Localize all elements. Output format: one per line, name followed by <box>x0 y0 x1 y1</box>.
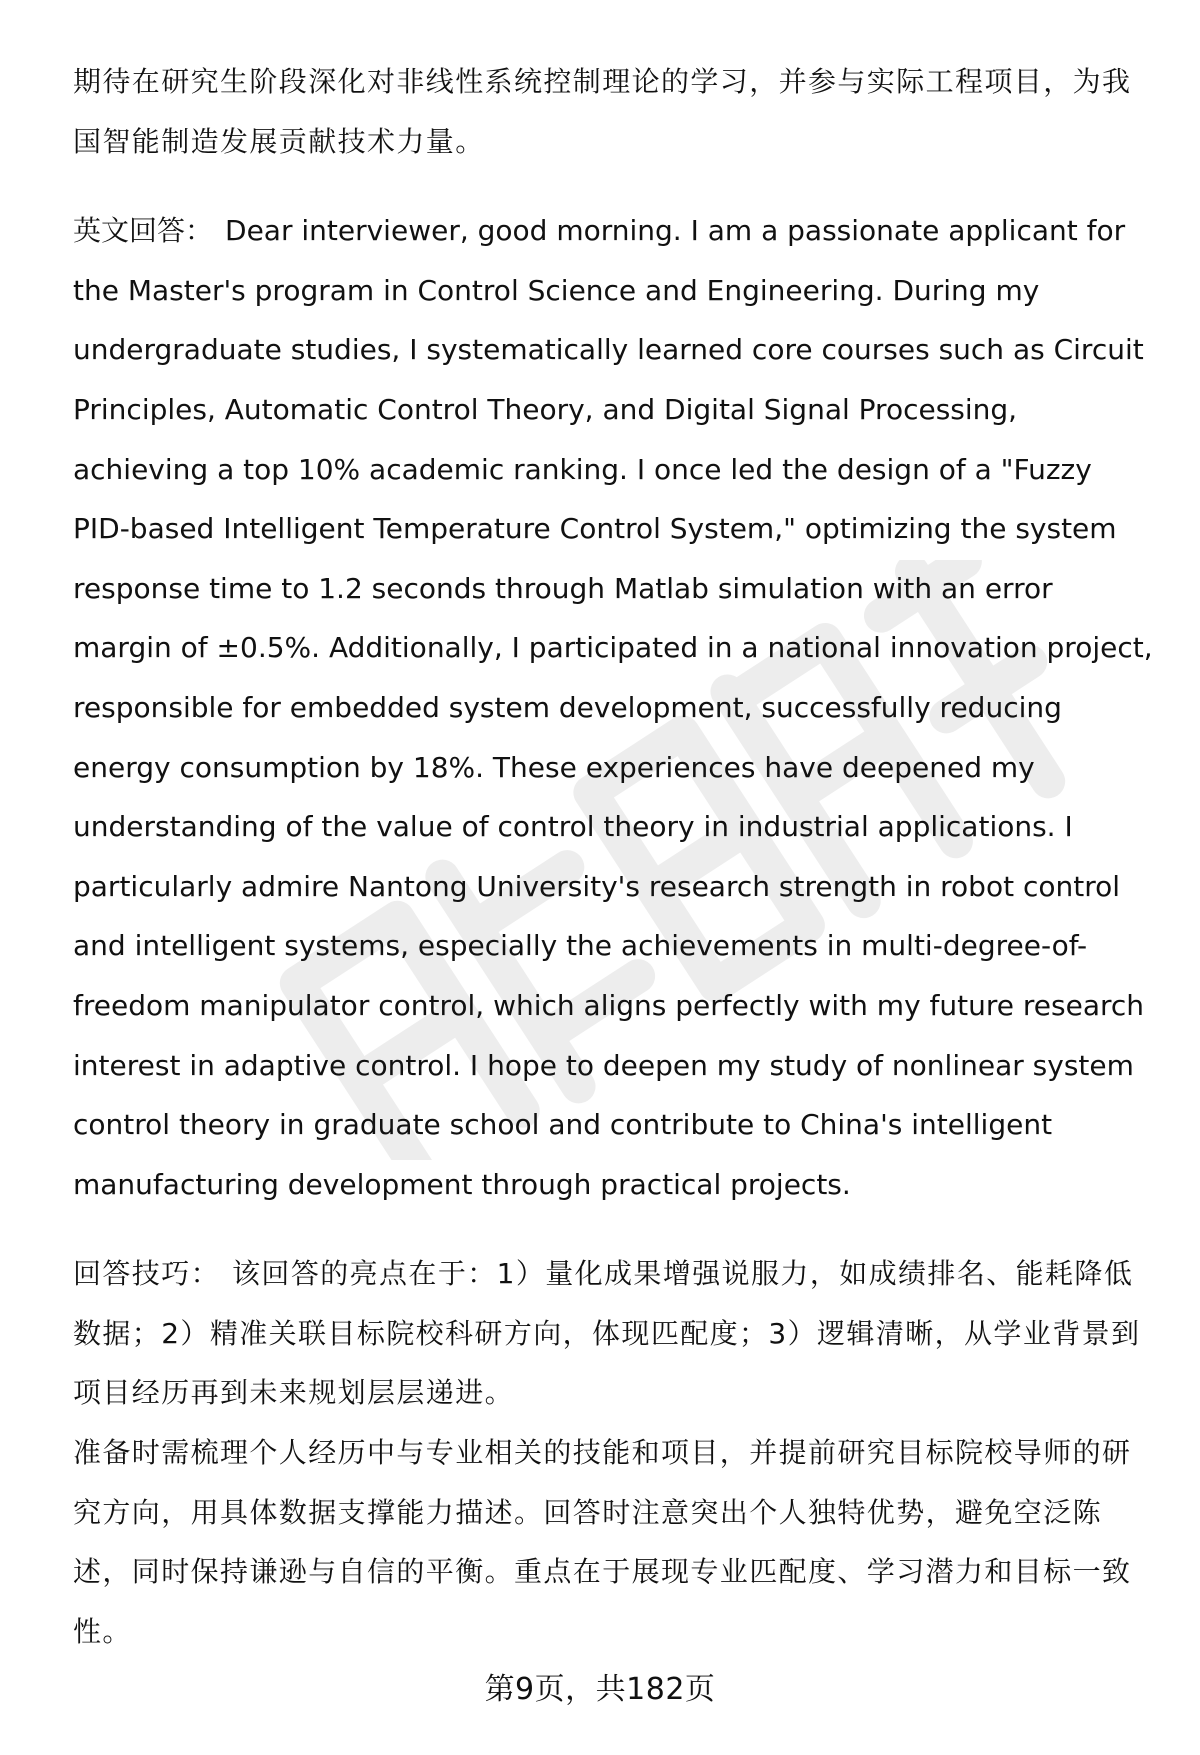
paragraph-gap <box>73 1214 1155 1244</box>
tips-label: 回答技巧： <box>73 1257 221 1291</box>
english-answer-text: Dear interviewer, good morning. I am a passionate applicant for the Master's program in Control Science and Engineering. During my undergraduate studies, I systematically learned core courses such as Circuit Principles, Automatic Control Theory, and Digital Signal Processing, achieving a top 10% academic ranking. I once led the design of a "Fuzzy PID-based Intelligent Temperature Control System," optimizing the system response time to 1.2 seconds through Matlab simulation with an error margin of ±0.5%. Additionally, I participated in a national innovation project, responsible for embedded system development, successfully reducing energy consumption by 18%. These experiences have deepened my understanding of the value of control theory in industrial applications. I particularly admire Nantong University's research strength in robot control and intelligent systems, especially the achievements in multi-degree-of-freedom manipulator control, which aligns perfectly with my future research interest in adaptive control. I hope to deepen my study of nonlinear system control theory in graduate school and contribute to China's intelligent manufacturing development through practical projects. <box>73 214 1153 1201</box>
preparation-paragraph: 准备时需梳理个人经历中与专业相关的技能和项目，并提前研究目标院校导师的研究方向，用具体数据支撑能力描述。回答时注意突出个人独特优势，避免空泛陈述，同时保持谦逊与自信的平衡。重点在于展现专业匹配度、学习潜力和目标一致性。 <box>73 1436 1132 1648</box>
paragraph-gap <box>73 171 1155 201</box>
tips-text: 该回答的亮点在于：1）量化成果增强说服力，如成绩排名、能耗降低数据；2）精准关联目标院校科研方向，体现匹配度；3）逻辑清晰，从学业背景到项目经历再到未来规划层层递进。 <box>73 1257 1141 1410</box>
intro-paragraph: 期待在研究生阶段深化对非线性系统控制理论的学习，并参与实际工程项目，为我国智能制造发展贡献技术力量。 <box>73 65 1132 158</box>
tips-paragraph <box>73 1244 1155 1423</box>
main-content <box>73 52 1155 1661</box>
english-answer-paragraph <box>73 201 1155 1214</box>
english-answer-label: 英文回答： <box>73 214 214 248</box>
page-footer: 第9页，共182页 <box>484 1672 716 1707</box>
